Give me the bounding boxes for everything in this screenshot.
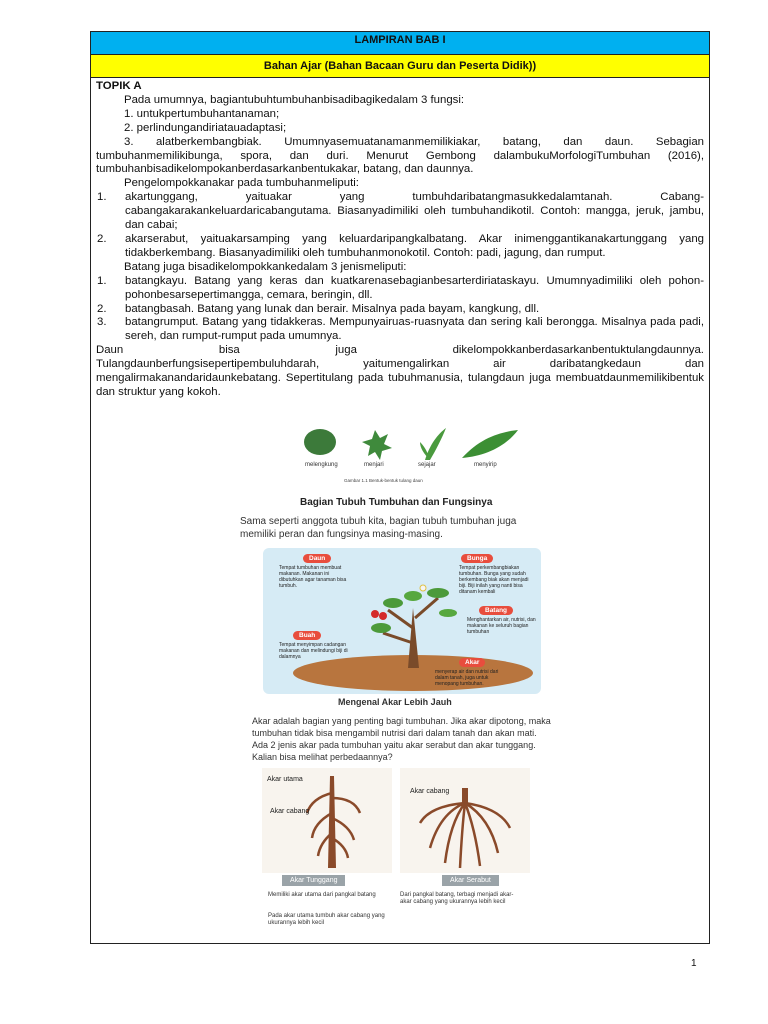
figure-caption: Gambar 1.1 Bentuk-bentuk tulang daun [344,478,423,483]
desc-akar: menyerap air dan nutrisi dari dalam tanah, juga untuk menopang tumbuhan. [435,669,499,687]
list-text: batangrumput. Batang yang tidakkeras. Mempunyairuas-ruasnyata dan sering kali berongga. Misalnya pada padi, sereh, dan rumput-rumput pada umumnya. [125,316,704,343]
lampiran-header [91,32,709,55]
label-akar-utama: Akar utama [267,776,303,783]
label-akar-cabang: Akar cabang [410,788,450,795]
desc-batang: Menghantarkan air, nutrisi, dan makanan ke seluruh bagian tumbuhan [467,617,536,635]
leaf-label: menyirip [474,462,497,468]
batang-intro: Batang juga bisadikelompokkankedalam 3 jenismeliputi: [124,260,407,273]
tag-akar: Akar [459,658,485,667]
plant-parts-diagram [263,548,541,694]
desc-buah: Tempat menyimpan cadangan makanan dan melindungi biji di dalamnya [279,642,348,660]
daun-word: Daun [96,344,124,357]
desc-tunggang: Pada akar utama tumbuh akar cabang yang ukurannya lebih kecil [268,913,385,926]
list-item [96,303,704,317]
fruit-icon [371,610,379,618]
desc-bunga: Tempat perkembangbiakan tumbuhan. Bunga yang sudah berkembang biak akan menjadi biji. Biji inilah yang nanti bisa ditanam kembali [459,565,529,595]
akar-paragraph: Akar adalah bagian yang penting bagi tumbuhan. Jika akar dipotong, maka tumbuhan tidak bisa mengambil nutrisi dari dalam tanah dan akan mati. Ada 2 jenis akar pada tumbuhan yaitu akar serabut dan akar tunggang. Kalian bisa melihat perbedaannya? [252,716,551,762]
leaf-label: melengkung [305,462,338,468]
daun-line [96,344,704,358]
label-akar-cabang: Akar cabang [270,808,310,815]
list-text: batangbasah. Batang yang lunak dan berair. Misalnya pada bayam, kangkung, dll. [125,302,540,315]
tag-buah: Buah [293,631,321,640]
tag-akar-serabut: Akar Serabut [442,875,499,886]
bahan-header [91,55,709,78]
batang-list [96,275,704,345]
leaf-shapes [280,424,540,464]
sub-title: Mengenal Akar Lebih Jauh [338,697,452,707]
fibrous-root-icon [400,768,530,873]
leaf-menjari-icon [362,430,392,460]
list-number: 3. [97,316,107,329]
bahan-title: Bahan Ajar (Bahan Bacaan Guru dan Peserta Didik)) [263,60,537,72]
tag-daun: Daun [303,554,331,563]
list-text: akartunggang, yaituakar yang tumbuhdaribatangmasukkedalamtanah. Cabang-cabangakarakankeluardaricabangutama. Biasanyadimiliki oleh tumbuhandikotil. Contoh: mangga, jeruk, jambu, dan cabai; [125,191,704,232]
akar-intro: Pengelompokkanakar pada tumbuhanmeliputi: [124,177,359,190]
leaf-melengkung-icon [304,429,336,455]
list-number: 2. [97,302,107,315]
fungsi-item: 3. alatberkembangbiak. Umumnyasemuatanamanmemilikiakar, batang, dan daun. Sebagian tumbuhanmemilikibunga, spora, dan duri. Menurut Gembong dalambukuMorfologiTumbuhan (2016), tumbuhanbisadikelompokanberdasarkanbentukakar, batang, dan daunnya. [96,135,704,176]
leaf-label: sejajar [418,462,436,468]
list-text: batangkayu. Batang yang keras dan kuatkarenasebagianbesarterdiriataskayu. Umumnyadimiliki oleh pohon-pohonbesarsepertimangga, cemara, beringin, dll. [125,274,704,301]
list-number: 1. [97,191,107,204]
section-text: Sama seperti anggota tubuh kita, bagian tubuh tumbuhan juga memiliki peran dan fungsinya masing-masing. [240,516,517,540]
intro-paragraph: Pada umumnya, bagiantubuhtumbuhanbisadibagikedalam 3 fungsi: [124,93,465,106]
fungsi-item: 2. perlindungandiriatauadaptasi; [124,121,287,134]
daun-word: juga [335,344,357,357]
daun-word: bisa [218,344,240,357]
tag-batang: Batang [479,606,513,615]
leaf-sejajar-icon [420,428,446,460]
akar-list [96,191,704,261]
akar-serabut-panel [400,768,530,873]
lampiran-title: LAMPIRAN BAB I [354,34,446,46]
daun-paragraph: Tulangdaunberfungsisepertipembuluhdarah, yaitumengalirkan air daribatangkedaun dan mengalirmakanandaridaunkebatang. Sepertitulang pada tubuhmanusia, tulangdaun juga membuatdaunmemilikibentuk dan struktur yang kokoh. [96,358,704,398]
leaf-label: menjari [364,462,384,468]
desc-tunggang: Memiliki akar utama dari pangkal batang [268,892,376,898]
akar-tunggang-panel [262,768,392,873]
tag-akar-tunggang: Akar Tunggang [282,875,345,886]
leaf-menyirip-icon [462,430,518,458]
roots-figure [262,768,538,942]
tag-bunga: Bunga [461,554,493,563]
list-item [96,275,704,303]
daun-word: dikelompokkanberdasarkanbentuktulangdaunnya. [452,344,704,357]
topic-title: TOPIK A [96,80,142,92]
section-title: Bagian Tubuh Tumbuhan dan Fungsinya [300,497,493,508]
page-number: 1 [691,958,697,969]
desc-daun: Tempat tumbuhan membuat makanan. Makanan ini dibutuhkan agar tanaman bisa tumbuh. [279,565,347,589]
list-item [96,191,704,233]
list-number: 1. [97,274,107,287]
list-text: akarserabut, yaituakarsamping yang keluardaripangkalbatang. Akar inimenggantikanakartunggang yang tidakberkembang. Biasanyadimiliki oleh tumbuhanmonokotil. Contoh: padi, jagung, dan rumput. [125,232,704,259]
list-item [96,233,704,261]
fungsi-item: 1. untukpertumbuhantanaman; [124,107,280,120]
leaf-venation-figure [280,424,540,490]
list-item [96,316,704,344]
text-content [91,78,709,400]
list-number: 2. [97,232,107,245]
desc-serabut: Dari pangkal batang, terbagi menjadi akar-akar cabang yang ukurannya lebih kecil [400,892,514,905]
